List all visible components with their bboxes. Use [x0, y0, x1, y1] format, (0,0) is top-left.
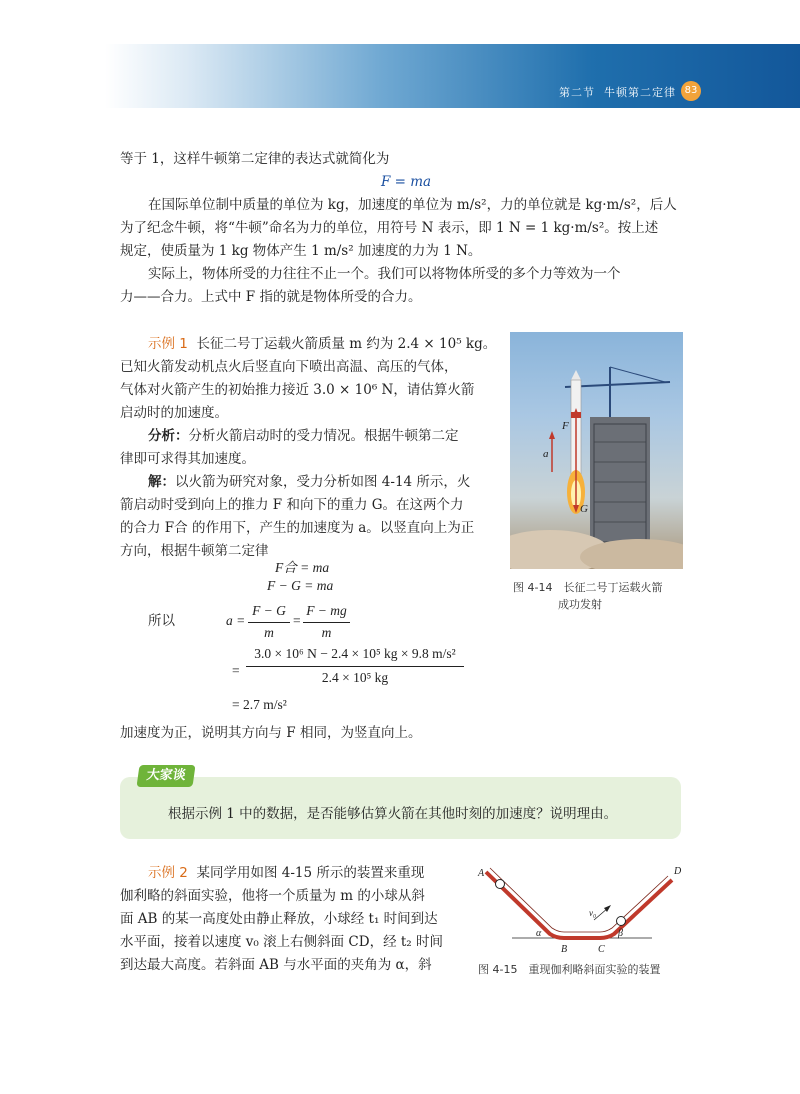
point-a-label: A	[478, 868, 485, 879]
example2-line5: 到达最大高度。若斜面 AB 与水平面的夹角为 α，斜	[120, 957, 432, 973]
para2-line1: 实际上，物体所受的力往往不止一个。我们可以将物体所受的多个力等效为一个	[148, 266, 621, 282]
header-section-title	[559, 84, 676, 100]
analysis-label: 分析：	[148, 428, 189, 444]
page-number-badge: 83	[681, 81, 701, 101]
equation-net-force: F合 = ma	[275, 560, 330, 575]
rocket-launch-photo	[510, 332, 683, 569]
point-b-label: B	[561, 944, 568, 955]
example2-line1	[148, 862, 424, 885]
example1-line4: 启动时的加速度。	[120, 405, 228, 421]
example1-conclusion: 加速度为正，说明其方向与 F 相同，为竖直向上。	[120, 725, 422, 741]
figure414-caption-line1: 图 4-14 长征二号丁运载火箭	[513, 581, 663, 594]
header-section: 第二节	[559, 86, 595, 99]
example2-label: 示例 2	[148, 865, 188, 881]
equals-sign-1: =	[293, 613, 301, 628]
so-label: 所以	[148, 613, 175, 629]
frac3-numerator: 3.0 × 10⁶ N − 2.4 × 10⁵ kg × 9.8 m/s²	[254, 646, 456, 661]
body-line1: 等于 1，这样牛顿第二定律的表达式就简化为	[120, 151, 390, 167]
acceleration-label-a: a	[543, 448, 549, 460]
formula-main: F = ma	[381, 174, 432, 190]
frac1-denominator: m	[264, 625, 274, 640]
angle-beta-label: β	[618, 928, 623, 939]
frac1-numerator: F − G	[252, 603, 286, 618]
angle-alpha-label: α	[536, 928, 542, 939]
example1-line1	[148, 333, 496, 356]
a-equals: a =	[226, 613, 246, 628]
example1-text-l1: 长征二号丁运载火箭质量 m 约为 2.4 × 10⁵ kg。	[196, 336, 497, 352]
para2-line2: 力——合力。上式中 F 指的就是物体所受的合力。	[120, 289, 422, 305]
solution-line4: 方向，根据牛顿第二定律	[120, 543, 269, 559]
analysis-text-l1: 分析火箭启动时的受力情况。根据牛顿第二定	[188, 428, 459, 444]
para1-line3: 规定，使质量为 1 kg 物体产生 1 m/s² 加速度的力为 1 N。	[120, 243, 482, 259]
rocket-launch-illustration	[510, 332, 683, 569]
equation-f-minus-g: F − G = ma	[267, 578, 334, 593]
example1-label: 示例 1	[148, 336, 188, 352]
solution-text-l1: 以火箭为研究对象，受力分析如图 4-14 所示，火	[175, 474, 471, 490]
para1-line2: 为了纪念牛顿，将“牛顿”命名为力的单位，用符号 N 表示，即 1 N = 1 kg·m/s²。按上述	[120, 220, 659, 236]
figure414-caption-line2: 成功发射	[558, 598, 602, 611]
example2-line4: 水平面，接着以速度 v₀ 滚上右侧斜面 CD，经 t₂ 时间	[120, 934, 443, 950]
frac3-denominator: 2.4 × 10⁵ kg	[321, 670, 389, 685]
analysis-line1	[148, 425, 459, 448]
velocity-v0-label: v₀	[589, 908, 597, 918]
discussion-question: 根据示例 1 中的数据，是否能够估算火箭在其他时刻的加速度？说明理由。	[168, 806, 618, 822]
solution-line3: 的合力 F合 的作用下，产生的加速度为 a。以竖直向上为正	[120, 520, 475, 536]
frac1-line	[248, 622, 290, 623]
point-d-label: D	[674, 866, 682, 877]
example2-line2: 伽利略的斜面实验，他将一个质量为 m 的小球从斜	[120, 888, 425, 904]
point-c-label: C	[598, 944, 605, 955]
gravity-label-g: G	[580, 503, 588, 515]
acceleration-result: = 2.7 m/s²	[232, 697, 287, 712]
header-title: 牛顿第二定律	[604, 86, 676, 99]
example1-line3: 气体对火箭产生的初始推力接近 3.0 × 10⁶ N，请估算火箭	[120, 382, 475, 398]
frac2-numerator: F − mg	[306, 603, 347, 618]
discussion-tag: 大家谈	[136, 765, 195, 787]
equals-sign-2: =	[232, 663, 240, 678]
solution-line2: 箭启动时受到向上的推力 F 和向下的重力 G。在这两个力	[120, 497, 464, 513]
solution-label: 解：	[148, 474, 175, 490]
frac2-denominator: m	[321, 625, 332, 640]
figure415-incline-diagram	[472, 858, 692, 958]
frac2-line	[303, 622, 350, 623]
example2-line3: 面 AB 的某一高度处由静止释放，小球经 t₁ 时间到达	[120, 911, 438, 927]
para1-line1: 在国际单位制中质量的单位为 kg，加速度的单位为 m/s²，力的单位就是 kg·m/s²，后人	[148, 197, 677, 213]
figure415-caption: 图 4-15 重现伽利略斜面实验的装置	[478, 963, 661, 976]
solution-line1	[148, 471, 470, 494]
example2-text-l1: 某同学用如图 4-15 所示的装置来重现	[196, 865, 425, 881]
force-label-f: F	[562, 420, 569, 432]
analysis-line2: 律即可求得其加速度。	[120, 451, 255, 467]
example1-line2: 已知火箭发动机点火后竖直向下喷出高温、高压的气体，	[120, 359, 458, 375]
frac3-line	[246, 666, 464, 667]
